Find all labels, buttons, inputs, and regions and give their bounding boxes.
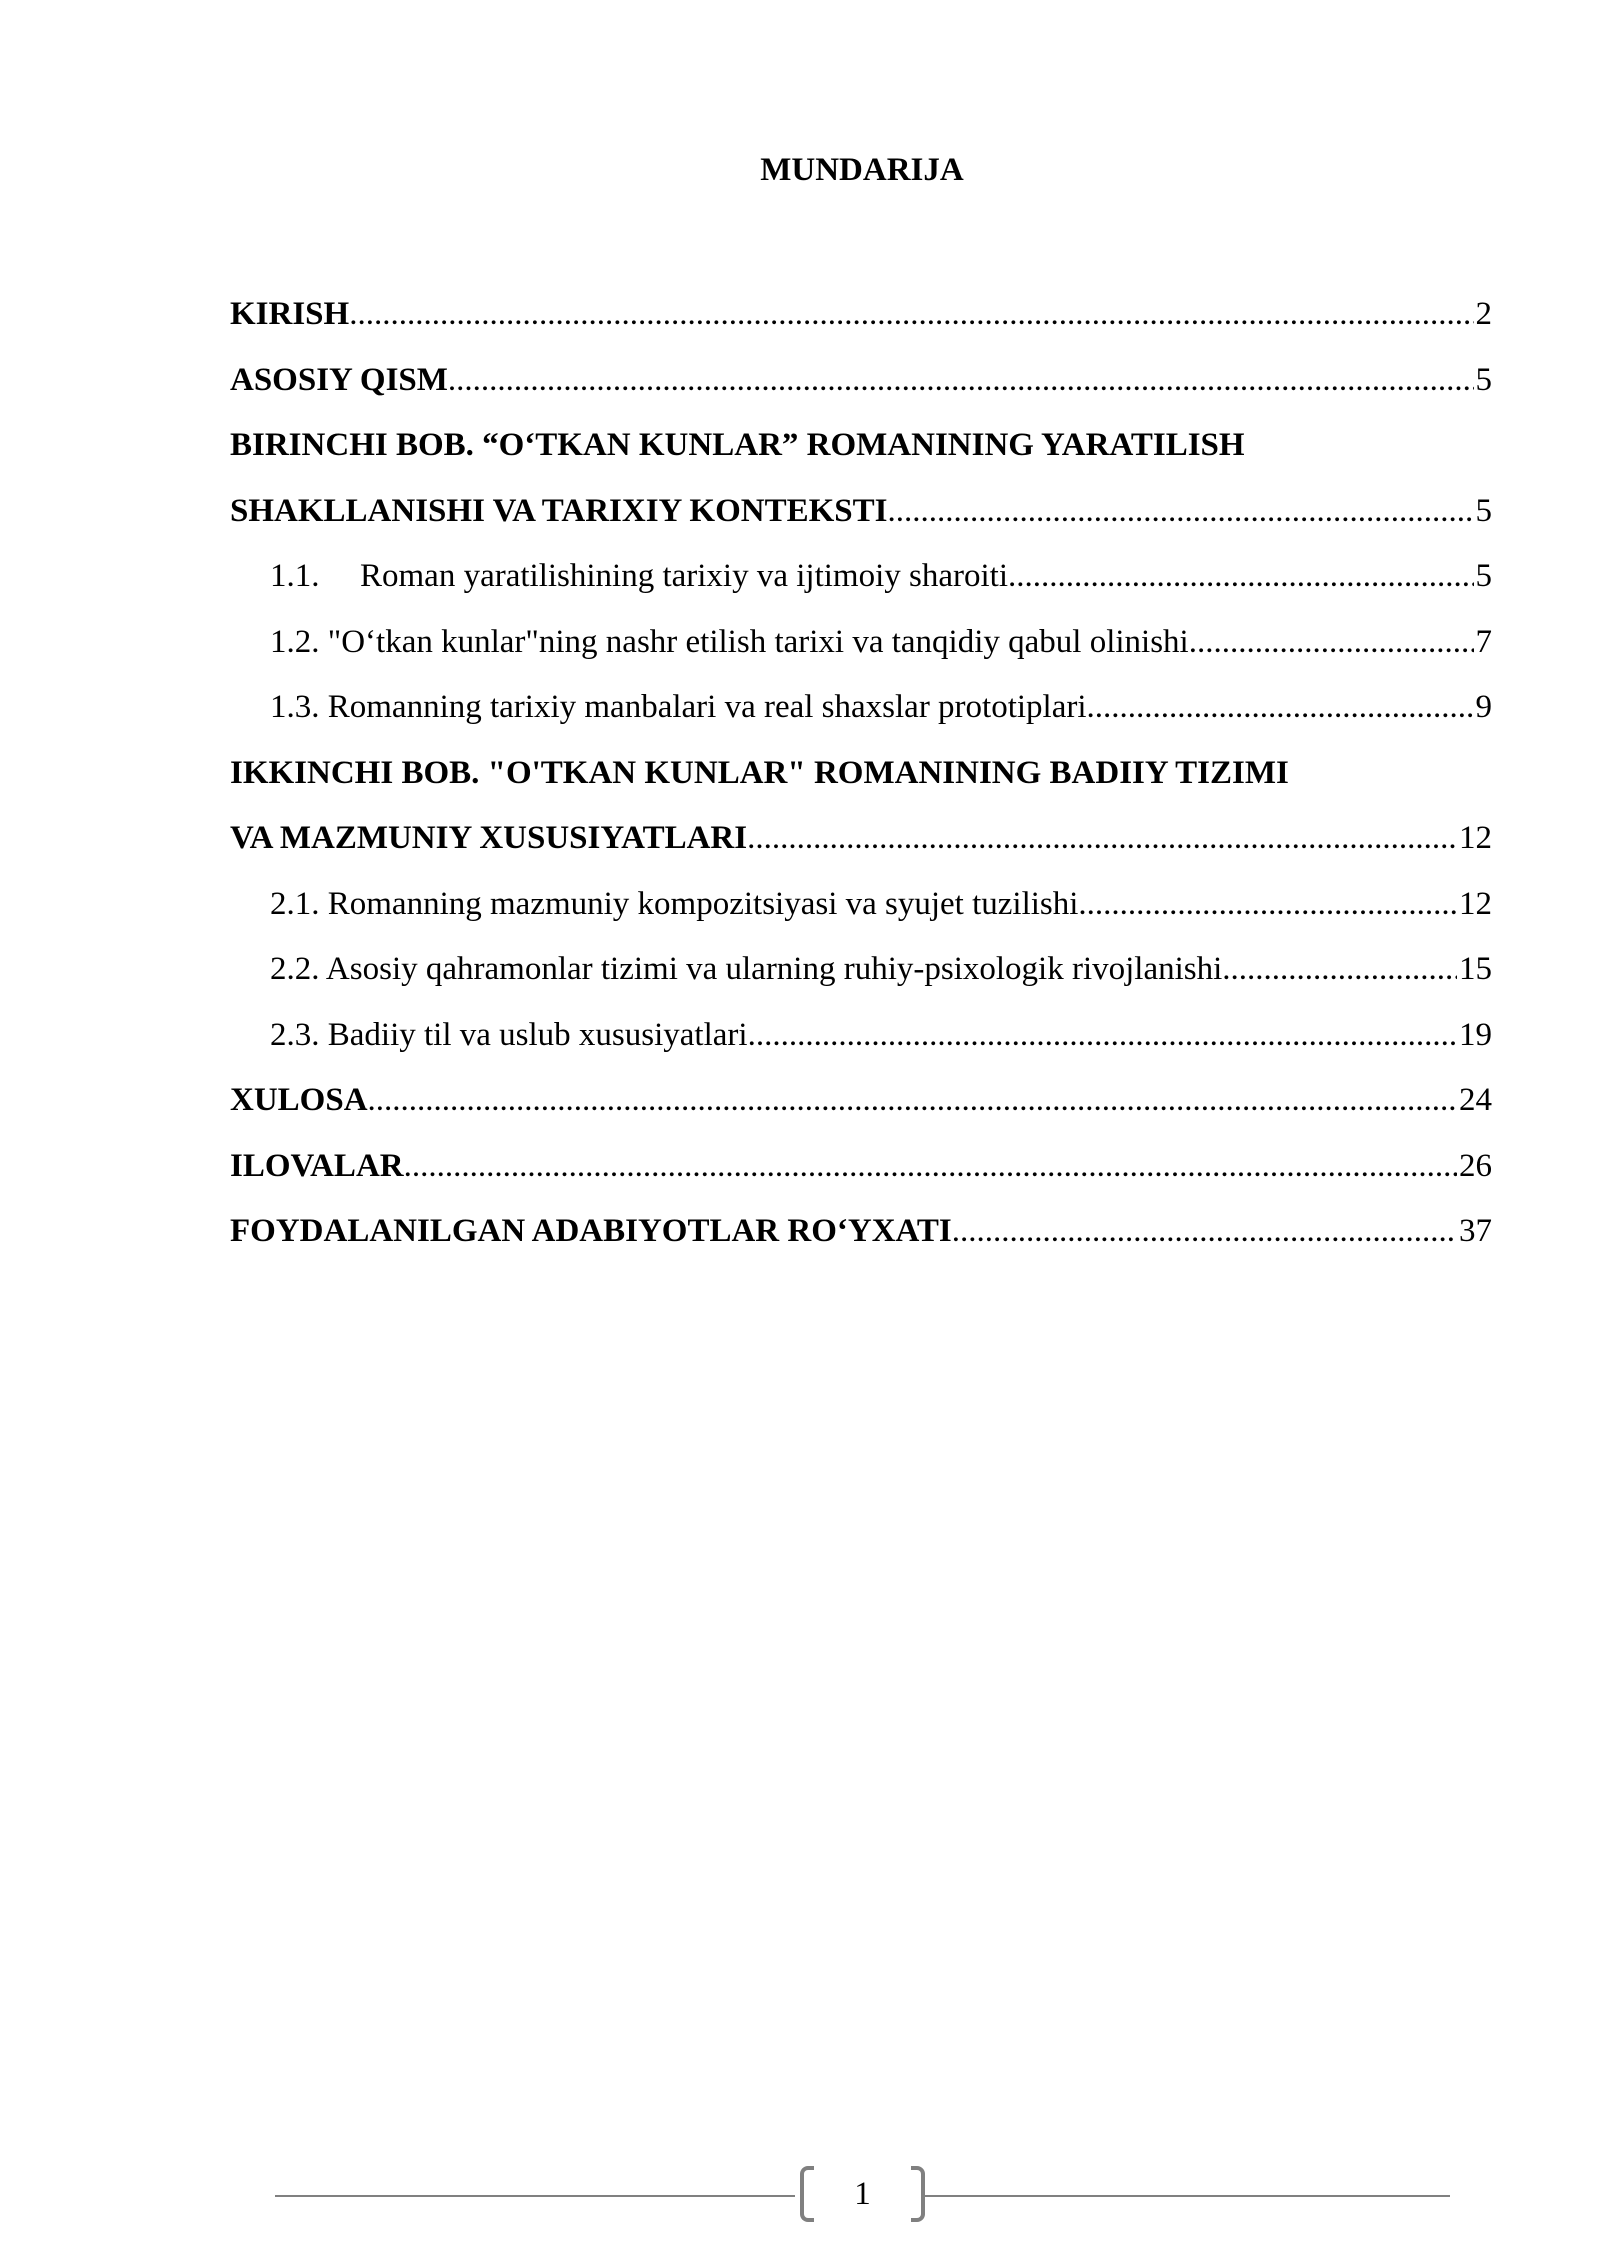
- toc-entry-label: Roman yaratilishining tarixiy va ijtimoiy sharoiti: [360, 558, 1008, 594]
- toc-entry-page: 5: [1475, 558, 1492, 594]
- toc-entry-label: VA MAZMUNIY XUSUSIYATLARI: [230, 820, 748, 856]
- toc-entry-page: 12: [1459, 885, 1492, 922]
- toc-entry-chapter-2-line-1[interactable]: [230, 741, 1492, 807]
- toc-entry-ilovalar[interactable]: [230, 1134, 1492, 1200]
- dot-leader: [404, 1134, 1457, 1200]
- toc-entry-chapter-1-line-2[interactable]: [230, 479, 1492, 545]
- dot-leader: [1189, 610, 1474, 676]
- dot-leader: [887, 479, 1473, 545]
- toc-entry-label: ASOSIY QISM: [230, 361, 448, 398]
- toc-entry-page: 5: [1475, 492, 1492, 529]
- toc-entry-adabiyotlar[interactable]: [230, 1199, 1492, 1265]
- toc-entry-chapter-2-line-2[interactable]: [230, 806, 1492, 872]
- toc-entry-2-2[interactable]: [230, 937, 1492, 1003]
- toc-entry-page: 2: [1475, 296, 1492, 332]
- toc-entry-label: SHAKLLANISHI VA TARIXIY KONTEKSTI: [230, 492, 888, 529]
- dot-leader: [1078, 872, 1457, 938]
- left-bracket-icon: [800, 2166, 814, 2222]
- toc-entry-label: 2.1. Romanning mazmuniy kompozitsiyasi va syujet tuzilishi: [270, 885, 1079, 922]
- table-of-contents: [230, 282, 1492, 1265]
- toc-entry-xulosa[interactable]: [230, 1068, 1492, 1134]
- dot-leader: [349, 282, 1473, 348]
- toc-entry-2-1[interactable]: [230, 872, 1492, 938]
- right-bracket-icon: [911, 2166, 925, 2222]
- toc-entry-label: 2.3. Badiiy til va uslub xususiyatlari: [270, 1016, 748, 1053]
- toc-entry-label: KIRISH: [230, 296, 350, 332]
- toc-entry-1-3[interactable]: [230, 675, 1492, 741]
- toc-entry-2-3[interactable]: [230, 1003, 1492, 1069]
- toc-entry-label: IKKINCHI BOB. "O'TKAN KUNLAR" ROMANINING BADIIY TIZIMI: [230, 754, 1289, 791]
- footer-rule-left: [275, 2195, 795, 2197]
- dot-leader: [748, 1003, 1457, 1069]
- page-footer: [275, 2166, 1450, 2226]
- toc-entry-page: 26: [1459, 1147, 1492, 1184]
- dot-leader: [747, 806, 1457, 872]
- toc-entry-label: 1.3. Romanning tarixiy manbalari va real shaxslar prototiplari: [270, 689, 1087, 725]
- dot-leader: [448, 348, 1474, 414]
- toc-entry-1-1[interactable]: [230, 544, 1492, 610]
- toc-entry-page: 24: [1459, 1082, 1492, 1118]
- toc-entry-page: 15: [1459, 951, 1492, 987]
- dot-leader: [368, 1068, 1457, 1134]
- toc-entry-page: 9: [1475, 689, 1492, 725]
- dot-leader: [1008, 544, 1474, 610]
- toc-entry-label: 1.2. "O‘tkan kunlar"ning nashr etilish tarixi va tanqidiy qabul olinishi: [270, 623, 1189, 660]
- toc-entry-label: XULOSA: [230, 1082, 368, 1118]
- footer-rule-right: [925, 2195, 1450, 2197]
- toc-entry-page: 37: [1459, 1213, 1492, 1249]
- toc-entry-1-2[interactable]: [230, 610, 1492, 676]
- toc-entry-page: 12: [1459, 820, 1492, 856]
- toc-entry-asosiy-qism[interactable]: [230, 348, 1492, 414]
- toc-entry-page: 19: [1459, 1016, 1492, 1053]
- page-number: 1: [854, 2176, 871, 2212]
- toc-entry-page: 5: [1475, 361, 1492, 398]
- toc-entry-kirish[interactable]: [230, 282, 1492, 348]
- dot-leader: [952, 1199, 1457, 1265]
- toc-entry-label: FOYDALANILGAN ADABIYOTLAR RO‘YXATI: [230, 1213, 952, 1249]
- toc-entry-number: 1.1.: [270, 558, 320, 594]
- page-title: MUNDARIJA: [760, 152, 964, 188]
- dot-leader: [1087, 675, 1474, 741]
- toc-entry-label: BIRINCHI BOB. “O‘TKAN KUNLAR” ROMANINING YARATILISH: [230, 427, 1245, 463]
- toc-entry-label: ILOVALAR: [230, 1147, 404, 1184]
- dot-leader: [1222, 937, 1457, 1003]
- toc-entry-label: 2.2. Asosiy qahramonlar tizimi va ularning ruhiy-psixologik rivojlanishi: [270, 951, 1223, 987]
- toc-entry-chapter-1-line-1[interactable]: [230, 413, 1492, 479]
- toc-entry-page: 7: [1475, 623, 1492, 660]
